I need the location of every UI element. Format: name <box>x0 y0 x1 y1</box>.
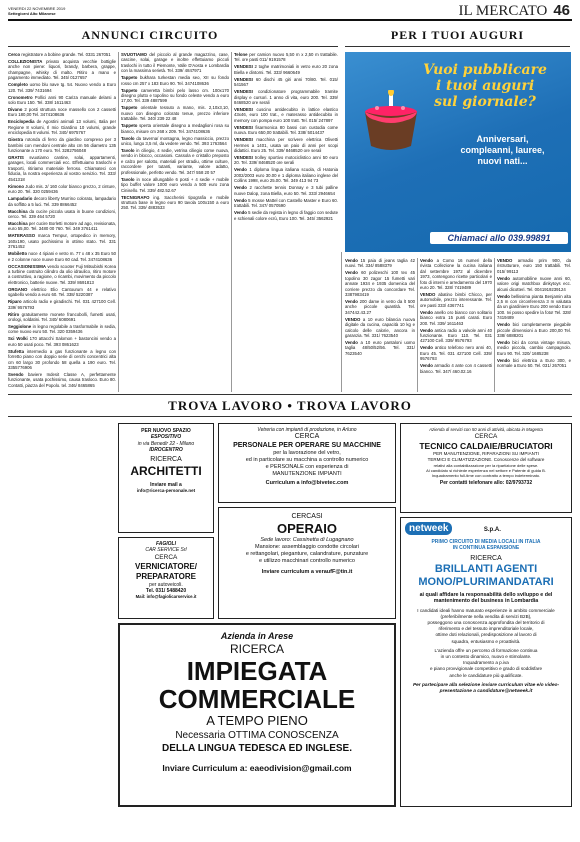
ad-line: I candidati ideali hanno maturato esperienze in ambito commerciale <box>417 607 555 613</box>
classified-ad-text: svuotiamo cantine, solai, appartamenti, garages, locali commerciali ecc. Effettuiamo traslochi e trasporti, ritiriamo materiale ferroso. Chiamateci con fiducia, la nostra esperienza al vostro servizio. Tel. 333/ 4541318 <box>8 155 116 182</box>
classified-ad-text: de Agostini animali 13 volumi, Italia per Regione 8 volumi, Il mio Giardino 10 volumi, grande enciclopedia 8 volumi. Tel. 340/ 6975767 <box>8 119 116 136</box>
classified-ad-text: del piccolo al grande magazzino, case, cascine, solai, garage e inoltre effettuiamo piccoli traslochi in tutto il Piemonte, Valle D'Aosta e Lombardia con la massima serietà. Tel. 339/ 4847971 <box>121 52 229 74</box>
classified-ad-text: decoro liberty Murrino colorato, lampadario da soffitto a 5 luci. Tel. 339 8866452 <box>8 196 116 207</box>
classified-ad <box>345 299 415 315</box>
header-section <box>459 2 570 20</box>
classified-ad <box>8 287 116 298</box>
ad-line: posseggono una conoscenza approfondita del territorio di <box>427 620 545 625</box>
classified-ad-head: VENDO <box>497 258 513 263</box>
ad-line: Vetreria con impianti di produzione, in Arluno <box>257 427 357 433</box>
auguri-rule <box>345 46 570 47</box>
ad-line: ottime doti relazionali, predisposizione al lavoro di <box>435 632 537 638</box>
classified-ad-head: VENDESI <box>234 89 253 95</box>
ad-line: (preferibilmente nella vendita di servizi B2B), <box>440 613 532 619</box>
ad-headline: PERSONALE PER OPERARE SU MACCHINE <box>233 442 381 450</box>
classified-ad-text: armadio 4 ante con 4 cassetti bianco. Tel. 347/ 460.02.16 <box>420 363 492 374</box>
classified-ad-head: Vendo <box>497 357 510 363</box>
classified-ad-text: condizionatore programmabile tramite display e cursori. 1 anno di vita, euro 200. Tel. 339/ 8468520 ore serali <box>234 89 338 106</box>
classified-ad-head: ORGANO <box>8 286 28 292</box>
annunci-column-3 <box>234 52 338 292</box>
classified-ad-head: GRATIS <box>8 155 24 161</box>
birthday-cake-icon <box>357 90 425 158</box>
classified-ad-text: elettrico Elio Cantourum 44 e relativo sgabello vendo a euro 60. Tel. 338/ 5220387 <box>8 286 116 298</box>
ad-line: RICERCA <box>150 456 182 464</box>
classified-ad <box>8 107 116 118</box>
auguri-sub-line: compleanni, lauree, <box>460 145 545 155</box>
section-name: IL MERCATO <box>458 3 548 19</box>
ad-line: IN CONTINUA ESPANSIONE <box>452 545 520 552</box>
ad-email-link[interactable]: Inviare curriculum a veraufF@tin.it <box>261 569 353 575</box>
ad-phone: Tel. 031/ 5488420 <box>145 587 187 594</box>
classified-ad-head: Vendo <box>420 327 433 333</box>
ad-email-link[interactable]: Per partecipare alla selezione inviare curriculum vitae e/o video-presentazione a candidature@netweek.it <box>412 682 560 695</box>
ad-headline: BRILLANTI AGENTI MONO/PLURIMANDATARI <box>418 562 554 588</box>
ad-line: CERCA <box>294 433 320 441</box>
annunci-column-5 <box>420 258 492 388</box>
classified-ad-text: a Como 16 numeri della rivista Collezione la cucina italiana dal settembre 1972 al dicembre 1973, contengono ricette particolari e foto di interni e arredamento del 1970 euro 20. Tel. 328/ 7419489 <box>420 258 492 291</box>
classified-ad <box>497 358 571 369</box>
classified-ad-head: TECNIGRAFO <box>121 194 150 200</box>
job-ad-tecnico <box>400 423 572 513</box>
ad-line: MANUTENZIONE IMPIANTI <box>272 471 342 478</box>
classified-ad <box>8 349 116 371</box>
ad-line: anche le candidature più qualificate. <box>449 672 523 678</box>
ad-line: e rettangolari, pieganture, calandrature, punzature <box>245 551 369 557</box>
column-divider <box>341 252 342 392</box>
auguri-headline-line: i tuoi auguri <box>435 78 535 94</box>
classified-ad-text: 60 polizeschi 100 tex 45 topolino 30 zagor 15 fumetti vari annate 1934 e 1935 domenica del corriere prezzo da concordare Tel. 3387983419 <box>345 270 415 298</box>
ad-email-link[interactable]: Mail: info@fagiolicarservice.it <box>135 594 197 600</box>
netweek-logo <box>405 522 567 535</box>
ad-line: ESPOSITIVO <box>150 434 182 441</box>
netweek-brand: netweek <box>405 522 452 535</box>
ad-line: ed in particolare su macchina a controllo numerico <box>245 457 369 464</box>
classified-ad-text: articolo radio e giradischi. Tel. 031 427100 Cell. 339/ 9576793 <box>8 299 116 310</box>
classified-ad-head: Seggiolone <box>8 323 32 329</box>
classified-ad-text: 60 dischi 45 giri anni 70/80. Tel. 015/ 541567 <box>234 76 338 88</box>
classified-ad-text: bukhara turkestan media seo, XII su fondo rosso cm 257 x 183 Euro 90. Tel. 3474108636 <box>121 75 229 86</box>
classified-ad <box>345 270 415 297</box>
classified-ad-text: privato acquista vecchie bottiglie anche non piene: liquori, brandy, barbera, grappe, champagne, whisky di malto. Ritiro a mano e pagamento immediato. Tel. 345/ 0127657 <box>8 59 116 81</box>
classified-ad-text: trolley sportivo motociclistico anni 50 euro 20. Tel. 339/ 8468520 ore serali <box>234 155 338 166</box>
classified-ad-head: Vendo <box>497 275 510 281</box>
classified-ad-head: VENDESI <box>234 64 253 70</box>
ad-headline: TECNICO CALDAIE/BRUCIATORI <box>419 441 553 452</box>
classified-ad-head: Vendo <box>234 185 247 191</box>
classified-ad-head: Tappeto <box>121 123 138 129</box>
classified-ad-head: Vendo <box>234 167 247 173</box>
classified-ad-head: Enciclopedia <box>8 119 35 125</box>
classified-ad <box>8 221 116 232</box>
classified-ad-head: OCCASIONISSIMA <box>8 263 46 269</box>
classified-ad-head: Lampadario <box>8 196 33 202</box>
lavoro-rule-bottom <box>8 416 572 417</box>
auguri-banner <box>345 52 571 252</box>
classified-ad <box>8 372 116 388</box>
classified-ad <box>121 105 229 121</box>
classified-ad-head: Macchina <box>8 220 28 226</box>
classified-ad-text: automobiline nuove anni 60, valore origi matchbox dinkytoys ecc. alcuni dicotteri. Tel. 0041919239124 <box>497 275 571 292</box>
annunci-column-2 <box>121 52 229 302</box>
classified-ad-head: Ritiro <box>8 311 20 317</box>
annunci-rule <box>8 46 338 47</box>
classified-ad <box>8 95 116 106</box>
classified-ad-head: Riparo <box>8 299 22 305</box>
classified-ad-text: per camion nuovo 5,50 m x 2,50 m trattabile. Tel. ore pasti 011/ 9191578 <box>234 52 338 63</box>
classified-ad-head: VENDESI <box>234 124 253 130</box>
classified-ad-text: bici elettrica a Euro 300, e normale a Euro 50. Tel. 031/ 267051 <box>497 357 571 369</box>
classified-ad-head: VENDESI <box>234 155 253 161</box>
column-divider <box>417 258 418 392</box>
classified-ad-head: Vendo <box>497 322 510 328</box>
classified-ad-head: Divano <box>8 107 23 113</box>
classified-ad-head: Tappeto <box>121 75 138 81</box>
classified-ad-head: Tavolo <box>121 176 135 182</box>
classified-ad-text: fisarmonica 80 bassi con custodia come nuova. Euro 650,00 trattabili. Tel. 338/ 5014437 <box>234 124 338 136</box>
ad-email-link[interactable]: Inviare Curriculum a: eaeodivision@gmail.com <box>162 763 352 773</box>
classified-ad <box>497 294 571 321</box>
ad-line: Sede lavoro: Cassinetta di Lugagnano <box>260 537 354 543</box>
classified-ad <box>8 251 116 262</box>
ad-line: e PERSONALE con esperienza di <box>265 464 349 471</box>
ad-line: in un contesto dinamico, nuovo e stimolante. <box>440 654 532 660</box>
classified-ad-text: bici completamente piegabile piccole dimensioni a Euro 200,00 Tel. 338/ 6888201 <box>497 322 571 339</box>
ad-email-link[interactable]: Curriculum a info@bivetec.com <box>265 480 349 487</box>
ad-line: PER NUOVO SPAZIO <box>141 428 191 434</box>
auguri-headline <box>405 62 565 110</box>
auguri-title: PER I TUOI AUGURI <box>390 28 525 42</box>
job-ad-verniciatore <box>118 537 214 619</box>
classified-ad-head: VENDESI <box>234 137 253 143</box>
ad-headline: VERNICIATORE/ PREPARATORE <box>135 561 197 581</box>
auguri-headline-line: sul giornale? <box>434 94 536 110</box>
classified-ad <box>8 184 116 195</box>
classified-ad-text: 2 racchette tennis Donnay e 3 tubi palline nuove Dalop, zona Biella, euro 50. Tel. 333/ 2946654 <box>234 185 338 196</box>
netweek-suffix: S.p.A. <box>483 527 501 533</box>
ad-line: per autoveicoli. <box>149 581 183 588</box>
auguri-call: Chiamaci allo 039.99891 <box>430 232 568 244</box>
classified-ad-head: Vendo <box>345 299 358 305</box>
classified-ad <box>234 137 338 153</box>
ad-line: Al candidato si richiede esperienza nel settore e Patente di guida B. <box>426 468 546 474</box>
ad-line: CERCASI <box>291 513 323 520</box>
ad-line: in via Benedir 22 - Milano <box>137 440 195 447</box>
ad-line: CERCA <box>154 553 178 561</box>
classified-ad <box>420 328 492 344</box>
classified-ad-head: Vendo <box>345 258 358 263</box>
classified-ad-text: Judo mis. 2/ 160 color bianco grezzo, 2 cinture, euro 20. Tel. 320 0259436 <box>8 183 116 195</box>
classified-ad <box>234 167 338 183</box>
classified-ad <box>420 292 492 308</box>
ad-line: TERMICI E CLIMATIZZAZIONE. Conoscenze del software <box>427 457 545 463</box>
classified-ad <box>121 88 229 104</box>
classified-ad-text: da taverna/ montagna, legno massiccio, prezzo unico, lungo 3,5 ml, da vedere vendo. Tel. 393 1763564 <box>121 135 229 147</box>
ad-line: IDROCENTRO <box>149 446 183 453</box>
classified-ad <box>234 125 338 136</box>
classified-ad-text: vendo scooter Fuji Mitsubishi Korea a turbine costruito cilindro da olio idraulico, ritiro motore a costruttivo, a ragione, o ricambi, movimento da piccolo elettronico, batterie nuove. Tel. 339/ 8691813 <box>8 263 116 285</box>
classified-ad-text: ing. Saccherini tipografia e mobile struttura base in legno euro 90 tavola 100x150 a euro 250. Tel. 339/ 4883533 <box>121 194 229 211</box>
netweek-body <box>405 608 567 679</box>
classified-ad <box>121 195 229 211</box>
classified-ad <box>420 363 492 374</box>
classified-ad-head: Vendo <box>497 340 510 346</box>
classified-ad-head: SVUOTIAMO <box>121 52 148 57</box>
ad-line: PRIMO CIRCUITO DI MEDIA LOCALI IN ITALIA <box>431 539 541 545</box>
classified-ad-text: Pollici anni 90 Cariza manuale delarsi a solo Euro 150. Tel. 338/ 1611463 <box>8 94 116 106</box>
classified-ad-head: Kimono <box>8 183 24 189</box>
classified-ad-head: VENDESI <box>234 76 253 82</box>
classified-ad-text: marca Tempur, ortopedico in memory, 160x190, usato pochissimo in ottimo stato. Tel. 331 3761452 <box>8 233 116 250</box>
classified-ad-head: Tavolo <box>121 148 135 154</box>
classified-ad-text: cuscino antidecubito in lattice elastico 43x46, euro 100 trat., e materasso antidecubito in memory con pompa euro 100 tratt. Tel. 015/ 247897 <box>234 107 338 123</box>
classified-ad-head: Giostra <box>8 137 24 143</box>
ad-line: Azienda in Arese <box>220 631 294 641</box>
ad-email-link[interactable]: info@ricerca-personale.net <box>136 488 196 494</box>
ad-line: Inquadramento full-time con contratto a tempo indeterminato. <box>431 473 541 479</box>
classified-ad-text: bici da corsa vintage misura, medio piccola, cambio campagnolo. Euro 90. Tel. 320/ 1685238 <box>497 340 571 356</box>
auguri-sub <box>440 134 565 167</box>
annunci-title: ANNUNCI CIRCUITO <box>81 28 219 42</box>
ad-line: Azienda di servizi con 50 anni di attività, ubicata in Magenta <box>429 427 543 432</box>
classified-ad-head: Tappeto <box>121 87 138 93</box>
classified-ad-text: antico telefono nero anni 40, Euro 45. Tel. 031 427100 Cell. 339/ 9576793 <box>420 345 492 362</box>
column-divider <box>118 52 119 392</box>
classified-ad <box>121 123 229 134</box>
ad-headline: OPERAIO <box>277 521 337 536</box>
page-number: 46 <box>553 2 570 19</box>
classified-ad-text: per cucire Borletti motore ad ago, revisionata, euro 55,00. Tel. 3480 00 760. Tel. 349 3761411 <box>8 220 116 232</box>
classified-ad <box>234 210 338 221</box>
classified-ad-head: Vendo <box>497 293 510 299</box>
classified-ad-text: armadio prim 900, da ristrutturare, euro 150 trattabili. Tel. 015/ 99113 <box>497 258 571 274</box>
classified-ad-text: 2 toghe matrimoniali in vetro euro 20 zona Biella e dintorni. Tel. 333/ 9660649 <box>234 64 338 75</box>
classified-ad <box>8 336 116 347</box>
classified-ad-head: Vendo <box>420 258 433 263</box>
classified-ad-text: bellissima pianta Benjamin alta 2,5 m con circonferenza 3 m valutata da un giardiniere Euro 200 vendo Euro 100. Ivi posso spedire la foto! Tel. 328/ 7419489 <box>497 293 571 321</box>
classified-ad-text: abatino bimbi Chicco, per automobile, prezzo interessante. Tel. ore pasti 333/ 4367741 <box>420 292 492 308</box>
classified-ad-head: VENDESI <box>234 107 253 113</box>
ad-line: CAR SERVICE Srl <box>145 547 187 554</box>
classified-ad-head: Tappeto <box>121 105 138 111</box>
classified-ad <box>8 82 116 93</box>
ad-line: A TEMPO PIENO <box>206 713 308 728</box>
classified-ad-head: Telone <box>234 52 248 57</box>
classified-ad-text: in noce allungabile 6 posti + 4 sedie + mobile tipo buffet valore 1000 euro vendo a 500 euro zona Cinisello. Tel. 339/ 482.52.67 <box>121 176 229 193</box>
classified-ad <box>121 52 229 74</box>
header-rule <box>8 19 572 21</box>
classified-ad <box>8 155 116 182</box>
ad-line: CERCA <box>474 433 498 441</box>
classified-ad-text: rotonda di ferro da giardino compreso per 3 bambini con mendoni centrale alto cm 56 diametro 135 funzionante a 170 euro. Tel. 3282756048 <box>8 137 116 154</box>
classified-ad <box>234 64 338 75</box>
ad-line: per la lavorazione del vetro, <box>273 450 341 457</box>
ad-line: Inquadramento a p.iva <box>463 660 509 666</box>
classified-ad <box>8 312 116 323</box>
classified-ad-text: orientale tessuto a mano, mis. 2,10x3,10, nuovo con disegno colorato tenue, prezzo inferiore trattabile. Tel. 340/ 239 22 48 <box>121 105 229 122</box>
classified-ad-head: VENDO <box>420 292 436 298</box>
classified-ad-head: VENDO <box>345 316 361 322</box>
classified-ad-head: Stufetta <box>8 348 24 354</box>
classified-ad-head: Tavolo <box>121 135 135 141</box>
classified-ad-head: COLLEZIONISTA <box>8 59 43 64</box>
annunci-column-6 <box>497 258 571 388</box>
classified-ad-text: noce 4 ripiani e vetro m. 77 x 48 x 35 Euro 50 e 2 colonne noce nuove Euro 60 cad. Tel. 3474108636 <box>8 251 116 262</box>
classified-ad <box>8 264 116 286</box>
classified-ad-head: Vendo <box>234 210 247 216</box>
classified-ad <box>497 322 571 338</box>
classified-ad-head: Vendo <box>420 309 433 315</box>
classified-ad <box>497 340 571 356</box>
lavoro-rule-top <box>8 394 572 395</box>
classified-ad-head: Vendo <box>345 270 358 276</box>
classified-ad <box>420 310 492 326</box>
classified-ad-text: registratore a bobine grande. Tel. 0331 267051 <box>21 52 111 57</box>
classified-ad <box>497 276 571 292</box>
classified-ad <box>8 233 116 249</box>
classified-ad-head: Completo <box>8 82 28 88</box>
classified-ad-head: Macchina <box>8 208 28 214</box>
classified-ad-text: anello oro bianco con solitario bianco extra 15 punti carati. Euro 200. Tel. 339/ 1611463 <box>420 309 492 326</box>
classified-ad-head: Vendo <box>345 340 358 346</box>
ad-headline: IMPIEGATA <box>186 656 328 686</box>
ad-line: squadra, entusiasmo e proattività. <box>451 638 521 644</box>
ad-line: relativi alla contabilizzazione per la ripartizione delle spese. <box>433 463 539 469</box>
annunci-column-4 <box>345 258 415 388</box>
classified-ad <box>8 137 116 153</box>
classified-ad-head: Cerco <box>8 52 21 57</box>
classified-ad-text: 2 posti struttura noce massello con 2 cassetti Euro 180,00 Tel. 3474108636 <box>8 107 116 118</box>
ad-line: riferimento e del tessuto imprenditoriale locale, <box>438 626 534 632</box>
classified-ad-text: in ciliegio, 4 sedie, vetrina ciliegio come nuova, vendo in blocco, occasioni. Cassola e cristallo preposto e calzo per salotto, materiali per stradiu, ottime culture, raccordere per tutanti, variante, valore adatto, professionale, perfetto vendo. Tel. 347/ 558 20 57 <box>121 148 229 175</box>
ad-line: Necessaria OTTIMA CONOSCENZA <box>175 730 339 741</box>
ad-line: RICERCA <box>229 642 284 656</box>
ad-line: DELLA LINGUA TEDESCA ED INGLESE. <box>161 743 352 754</box>
classified-ad-text: sperta orientale disegno a medaglioni rosa su bianco, misure cm 268 x 209. Tel. 3474108636 <box>121 123 229 134</box>
classified-ad-head: Vendo <box>420 363 433 369</box>
classified-ad <box>420 258 492 290</box>
classified-ad-text: da cucire piccola usata in buone condizioni, cerco. Tel. 339 464 5720 <box>8 208 116 219</box>
ad-line: e utilizzo macchinari controllo numerico <box>259 558 355 564</box>
classified-ad-text: gratuitamente monete francobolli, fumetti usati, orologi, soldatini. Tel. 340/ 6080691 <box>8 311 116 322</box>
classified-ad-text: antica radio a valvole anni 40 funzionante. Euro 110. Tel. 031 427100 Cell. 339/ 9576793 <box>420 327 492 344</box>
classified-ad-text: macchina per scrivere elettrica Olivetti Hermes a 1401, usata un paio di anni per scopi didattici. Euro 25. Tel. 339/ 8468520 ore serali <box>234 137 338 154</box>
classified-ad-text: baviere Indesit Classe A, perfettamente funzionante, usata pochissimo, causa trasloco. Euro 80. Contatti, piazza del Popolo. tel. 346/ 8465865 <box>8 372 116 388</box>
classified-ad <box>345 317 415 339</box>
classified-ad-head: Vendo <box>420 345 433 351</box>
classified-ad <box>234 107 338 123</box>
classified-ad-text: uomo blu nave tg. 54. Nuovo vendo a Euro 120. Tel. 339/ 7431694 <box>8 82 116 93</box>
classified-ad-text: a 10 euro pantaloni uomo taglia 48/50/52/56. Tel. 331/ 7623540 <box>345 340 415 356</box>
job-ad-impiegata <box>118 623 396 807</box>
classified-ad-head: Cronometro <box>8 94 33 100</box>
classified-ad <box>234 89 338 105</box>
classified-ad <box>420 345 492 361</box>
classified-ad <box>8 209 116 220</box>
ad-footer: Inviare mail a <box>150 482 182 489</box>
auguri-headline-line: Vuoi pubblicare <box>423 62 547 78</box>
classified-ad-head: Sci Wolki <box>8 336 28 342</box>
classified-ad <box>8 119 116 135</box>
job-ad-netweek <box>400 517 572 807</box>
classified-ad <box>234 198 338 209</box>
ad-phone: Per contatti telefonare allo: 02/9793732 <box>439 480 533 487</box>
auguri-sub-line: nuovi nati... <box>477 156 528 166</box>
ad-line: PER MANUTENZIONE, RIPARAZIONI SU IMPIANTI <box>433 451 539 457</box>
classified-ad <box>497 258 571 274</box>
classified-ad <box>8 196 116 207</box>
ad-line: Mansione: assemblaggio condotte circolari <box>255 544 359 550</box>
classified-ad <box>345 340 415 356</box>
job-ad-personale <box>218 423 396 503</box>
classified-ad-head: Vendo <box>234 197 247 203</box>
classified-ad <box>234 52 338 63</box>
classified-ad <box>8 324 116 335</box>
classified-ad-text: 5 mosse Mattel con Castello Master e Euro 60. trattabili. Tel. 347/ 0570590 <box>234 197 338 209</box>
classified-ad <box>234 185 338 196</box>
classified-ad <box>234 77 338 88</box>
classified-ad-head: MATERASSO <box>8 233 36 239</box>
classified-ad-text: 5 sedie da regista in legno di faggio con sedute e schienali colore ecrù, Euro 100. Tel. 345/ 3562921 <box>234 210 338 221</box>
ad-line: ai quali affidare la responsabilità dello sviluppo e del mantenimento del business in Lombardia <box>419 591 553 605</box>
job-ad-operaio <box>218 507 396 619</box>
classified-ad <box>121 148 229 175</box>
job-ad-architetti <box>118 423 214 533</box>
classified-ad <box>121 136 229 147</box>
ad-line: RICERCA <box>470 554 502 562</box>
annunci-column-1 <box>8 52 116 392</box>
classified-ad-head: Svendo <box>8 372 24 377</box>
ad-line: e piano provvigionale competitivo e grado di soddisfare <box>429 666 543 672</box>
ad-line: L'azienda offre un percorso di formazione continua <box>434 647 538 653</box>
lavoro-title: TROVA LAVORO • TROVA LAVORO <box>168 398 412 413</box>
classified-ad-text: 15 paia di jeans taglia 42 nuovi. Tel. 334/ 8588379 <box>345 258 415 269</box>
classified-ad-text: in legno regolabile a trasformabile in sedia, come nuovo euro 50. Tel. 320 0359436 <box>8 323 116 335</box>
auguri-sub-line: Anniversari, <box>476 134 529 144</box>
column-divider <box>494 258 495 392</box>
classified-ad <box>8 52 116 57</box>
classified-ad-text: 1 diploma lingua italiana scuola, di Hatonia 2002/2003 euro 30.00 e 1 diploma italiano inglese del Collins 1998, euro 25.00. Tel. 349 413 94 73 <box>234 167 338 184</box>
column-divider <box>231 52 232 392</box>
classified-ad <box>8 59 116 81</box>
classified-ad <box>121 75 229 86</box>
classified-ad <box>121 177 229 193</box>
header-edition: Settegiorni Alto Milanese <box>8 11 56 16</box>
classified-ad-text: 170 attacchi Salomon + bastoncini vendo a euro 50 usati poco. Tel. 393 0861623 <box>8 336 116 347</box>
classified-ad <box>8 299 116 310</box>
ad-headline: COMMERCIALE <box>158 684 356 714</box>
classified-ad-text: 200 dame in vetro da lt 500 anche piccole quantità. Tel. 347442.43.27 <box>345 299 415 315</box>
classified-ad-head: Mobiletto <box>8 251 28 257</box>
header-date-block <box>8 6 65 16</box>
header-date: VENERDI 22 NOVEMBRE 2019 <box>8 6 66 11</box>
classified-ad <box>345 258 415 269</box>
classified-ad <box>234 155 338 166</box>
classified-ad-text: a 10 euro bilancia nuova digitale da cucina, capacità 10 kg e calcolo delle calorie, ancora in garanzia. Tel. 331/ 7623540 <box>345 316 415 339</box>
ad-headline: ARCHITETTI <box>130 464 202 479</box>
classified-ad-text: cameretta bimbi pelo lasso cm. 100x170 disegno plutto e topolino su fondo celeste vendo a euro 17,00. Tel. 339 4887599 <box>121 87 229 104</box>
ad-line: FAGIOLI <box>156 541 176 547</box>
classified-ad-text: intermedio a gas funzionante a legno con forretto piano con doppio serie di cerchi concentrici alta cm 60 largo 30 profondo 58 quella a 190 euro. Tel. 3355776906 <box>8 348 116 370</box>
